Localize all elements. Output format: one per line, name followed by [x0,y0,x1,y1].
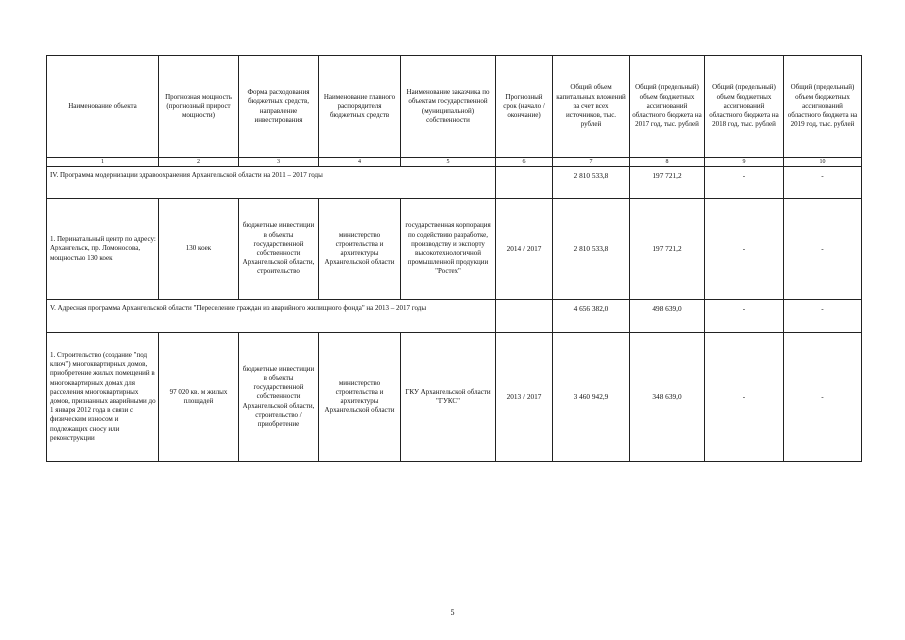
section-total: 4 656 382,0 [553,300,630,333]
header-budget-2019: Общий (предельный) объем бюджетных ассигнований областного бюджета на 2019 год, тыс. рублей [784,56,862,158]
column-number-row [47,158,862,167]
header-budget-2018: Общий (предельный) объем бюджетных ассигнований областного бюджета на 2018 год, тыс. рублей [705,56,784,158]
section-budget-2018: - [705,167,784,199]
col-number: 4 [319,158,401,167]
header-spending-form: Форма расходования бюджетных средств, направление инвестирования [239,56,319,158]
object-budget-manager: министерство строительства и архитектуры Архангельской области [319,199,401,300]
object-spending-form: бюджетные инвестиции в объекты государственной собственности Архангельской области, строительство [239,199,319,300]
section-budget-2019: - [784,167,862,199]
header-object-name: Наименование объекта [47,56,159,158]
section-term [496,167,553,199]
col-number: 7 [553,158,630,167]
page-number: 5 [450,608,455,617]
object-budget-2018: - [705,333,784,462]
object-budget-2018: - [705,199,784,300]
section-budget-2019: - [784,300,862,333]
col-number: 1 [47,158,159,167]
object-term: 2013 / 2017 [496,333,553,462]
header-total-investment: Общий объем капитальных вложений за счет всех источников, тыс. рублей [553,56,630,158]
object-term: 2014 / 2017 [496,199,553,300]
table-row [47,199,862,300]
object-name: 1. Перинатальный центр по адресу: Архангельск, пр. Ломоносова, мощностью 130 коек [47,199,159,300]
object-capacity: 97 020 кв. м жилых площадей [159,333,239,462]
object-budget-2017: 197 721,2 [630,199,705,300]
table-row [47,333,862,462]
object-customer: ГКУ Архангельской области "ГУКС" [401,333,496,462]
object-budget-2019: - [784,333,862,462]
investment-table [46,55,862,462]
section-title: V. Адресная программа Архангельской области "Переселение граждан из аварийного жилищного фонда" на 2013 – 2017 годы [47,300,496,333]
header-customer: Наименование заказчика по объектам государственной (муниципальной) собственности [401,56,496,158]
object-name: 1. Строительство (создание "под ключ") многоквартирных домов, приобретение жилых помещений в многоквартирных домах для расселения многоквартирных домов, признанных аварийными до 1 января 2012 года в связи с физическим износом и подлежащих сносу или реконструкции [47,333,159,462]
col-number: 9 [705,158,784,167]
object-customer: государственная корпорация по содействию разработке, производству и экспорту высокотехнологичной промышленной продукции "Ростех" [401,199,496,300]
object-budget-2017: 348 639,0 [630,333,705,462]
section-row [47,300,862,333]
section-budget-2017: 498 639,0 [630,300,705,333]
header-term: Прогнозный срок (начало / окончание) [496,56,553,158]
section-term [496,300,553,333]
object-budget-2019: - [784,199,862,300]
col-number: 5 [401,158,496,167]
col-number: 6 [496,158,553,167]
header-capacity: Прогнозная мощность (прогнозный прирост мощности) [159,56,239,158]
col-number: 3 [239,158,319,167]
section-row [47,167,862,199]
header-budget-manager: Наименование главного распорядителя бюджетных средств [319,56,401,158]
object-total: 3 460 942,9 [553,333,630,462]
object-budget-manager: министерство строительства и архитектуры Архангельской области [319,333,401,462]
object-total: 2 810 533,8 [553,199,630,300]
object-capacity: 130 коек [159,199,239,300]
table-header-row [47,56,862,158]
col-number: 10 [784,158,862,167]
object-spending-form: бюджетные инвестиции в объекты государственной собственности Архангельской области, строительство / приобретение [239,333,319,462]
col-number: 2 [159,158,239,167]
section-budget-2018: - [705,300,784,333]
col-number: 8 [630,158,705,167]
section-title: IV. Программа модернизации здравоохранения Архангельской области на 2011 – 2017 годы [47,167,496,199]
section-budget-2017: 197 721,2 [630,167,705,199]
section-total: 2 810 533,8 [553,167,630,199]
header-budget-2017: Общий (предельный) объем бюджетных ассигнований областного бюджета на 2017 год, тыс. рублей [630,56,705,158]
